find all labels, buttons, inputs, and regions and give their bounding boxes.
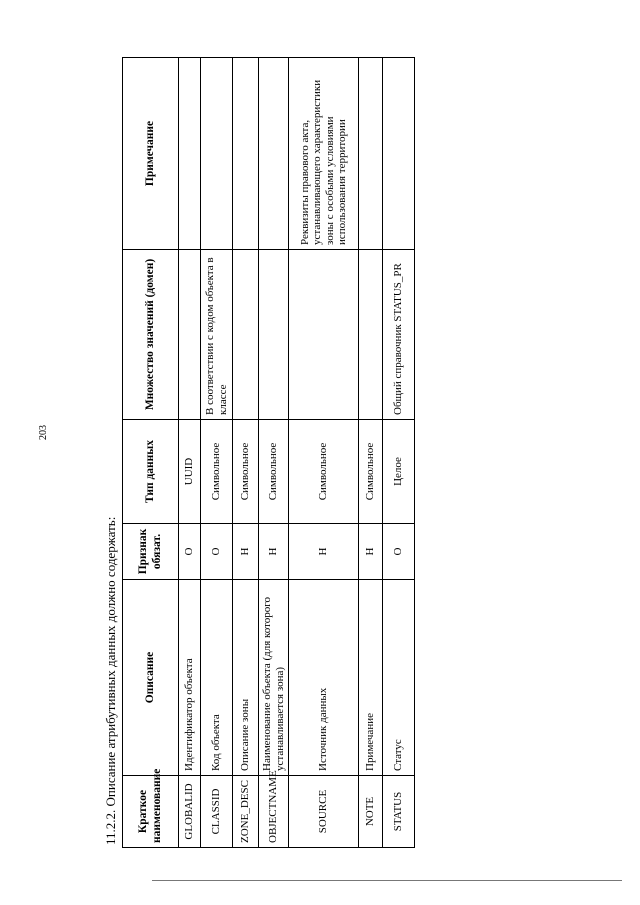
header-required: Признак обязат. <box>123 524 179 580</box>
cell-description: Наименование объекта (для которого устанавливается зона) <box>259 580 289 776</box>
cell-data-type: UUID <box>179 420 201 524</box>
cell-description: Статус <box>383 580 415 776</box>
cell-short-name: NOTE <box>359 776 383 848</box>
page-number: 203 <box>38 425 49 440</box>
table-row <box>179 58 201 848</box>
cell-note <box>179 58 201 250</box>
cell-data-type: Символьное <box>259 420 289 524</box>
table-row <box>259 58 289 848</box>
header-domain: Множество значений (домен) <box>123 250 179 420</box>
cell-description: Идентификатор объекта <box>179 580 201 776</box>
cell-description: Описание зоны <box>233 580 259 776</box>
cell-domain: Общий справочник STATUS_PR <box>383 250 415 420</box>
cell-short-name: ZONE_DESC <box>233 776 259 848</box>
cell-domain <box>233 250 259 420</box>
rotated-content <box>100 58 405 848</box>
cell-short-name: OBJECTNAME <box>259 776 289 848</box>
cell-data-type: Символьное <box>359 420 383 524</box>
table-caption: 11.2.2. Описание атрибутивных данных должно содержать: <box>103 516 118 845</box>
cell-description: Источник данных <box>289 580 359 776</box>
attributes-table <box>122 57 415 848</box>
cell-data-type: Символьное <box>289 420 359 524</box>
cell-data-type: Символьное <box>201 420 233 524</box>
table-row <box>383 58 415 848</box>
cell-note: Реквизиты правового акта, устанавливающего характеристики зоны с особыми условиями использования территории <box>289 58 359 250</box>
cell-domain <box>259 250 289 420</box>
cell-required: О <box>179 524 201 580</box>
cell-short-name: GLOBALID <box>179 776 201 848</box>
cell-domain <box>179 250 201 420</box>
cell-short-name: STATUS <box>383 776 415 848</box>
cell-note <box>201 58 233 250</box>
cell-required: О <box>383 524 415 580</box>
cell-short-name: CLASSID <box>201 776 233 848</box>
cell-description: Примечание <box>359 580 383 776</box>
table-row <box>289 58 359 848</box>
cell-domain <box>289 250 359 420</box>
cell-note <box>359 58 383 250</box>
cell-note <box>383 58 415 250</box>
cell-required: О <box>201 524 233 580</box>
table-row <box>359 58 383 848</box>
cell-short-name: SOURCE <box>289 776 359 848</box>
cell-description: Код объекта <box>201 580 233 776</box>
cell-required: Н <box>233 524 259 580</box>
header-note: Примечание <box>123 58 179 250</box>
cell-note <box>233 58 259 250</box>
cell-note <box>259 58 289 250</box>
table-header-row <box>123 58 179 848</box>
header-description: Описание <box>123 580 179 776</box>
cell-required: Н <box>289 524 359 580</box>
cell-required: Н <box>359 524 383 580</box>
scan-edge-line <box>152 880 622 881</box>
header-short-name: Краткое наименование <box>123 776 179 848</box>
cell-domain <box>359 250 383 420</box>
table-row <box>201 58 233 848</box>
cell-data-type: Целое <box>383 420 415 524</box>
cell-domain: В соответствии с кодом объекта в классе <box>201 250 233 420</box>
cell-required: Н <box>259 524 289 580</box>
table-row <box>233 58 259 848</box>
cell-data-type: Символьное <box>233 420 259 524</box>
header-data-type: Тип данных <box>123 420 179 524</box>
